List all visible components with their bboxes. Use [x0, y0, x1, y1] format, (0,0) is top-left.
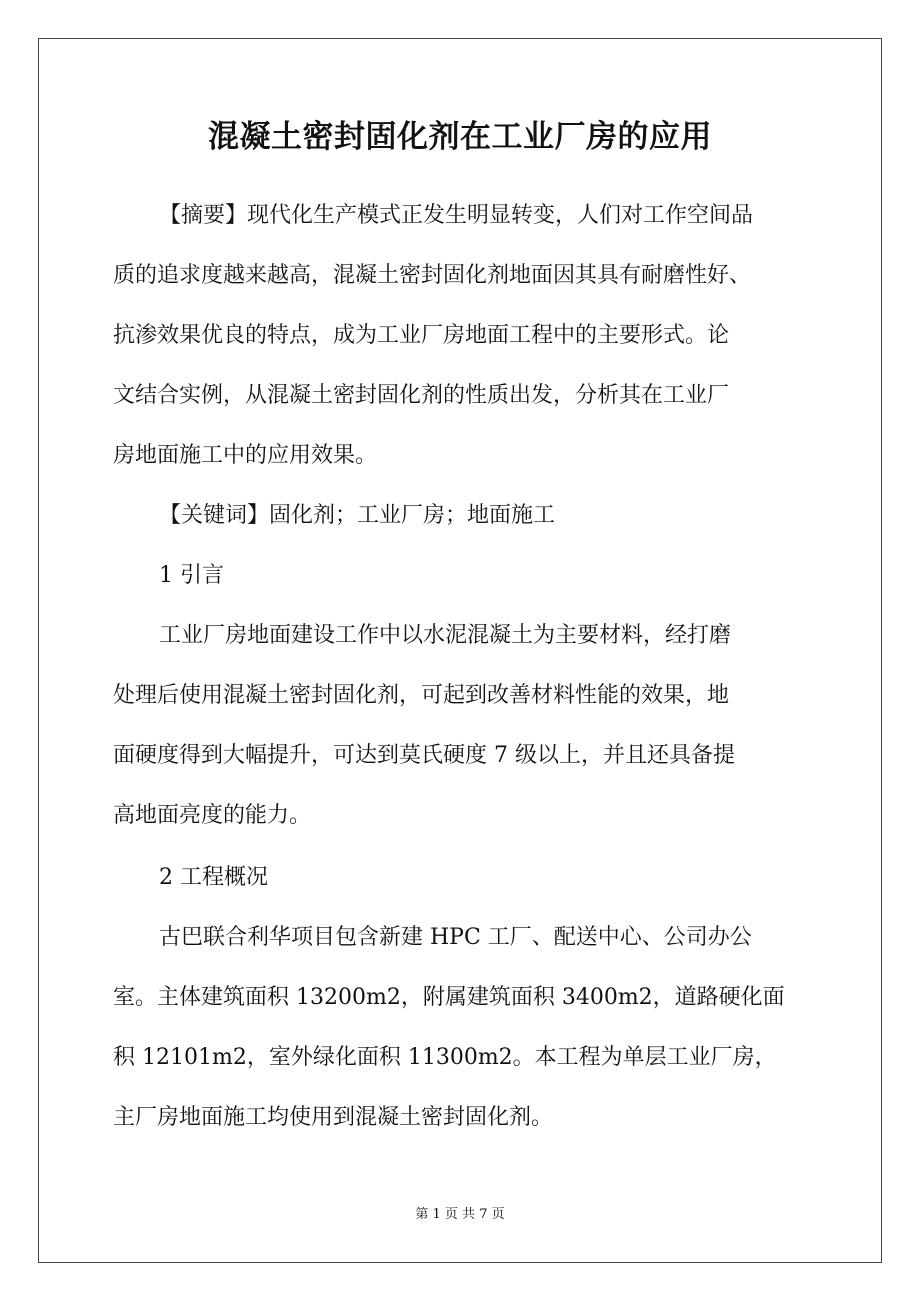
keywords-line: 【关键词】固化剂；工业厂房；地面施工 — [159, 503, 556, 528]
abstract-line: 【摘要】现代化生产模式正发生明显转变，人们对工作空间品 — [159, 203, 754, 228]
body-line: 主厂房地面施工均使用到混凝土密封固化剂。 — [113, 1105, 554, 1130]
abstract-line: 文结合实例，从混凝土密封固化剂的性质出发，分析其在工业厂 — [113, 383, 730, 408]
body-line: 高地面亮度的能力。 — [113, 803, 312, 828]
abstract-line: 质的追求度越来越高，混凝土密封固化剂地面因其具有耐磨性好、 — [113, 263, 752, 288]
abstract-line: 抗渗效果优良的特点，成为工业厂房地面工程中的主要形式。论 — [113, 323, 730, 348]
body-line: 面硬度得到大幅提升，可达到莫氏硬度 7 级以上，并且还具备提 — [113, 743, 735, 768]
section-heading: 1 引言 — [159, 563, 224, 588]
page-number-footer: 第 1 页 共 7 页 — [415, 1207, 505, 1222]
abstract-line: 房地面施工中的应用效果。 — [113, 443, 378, 468]
document-title: 混凝土密封固化剂在工业厂房的应用 — [208, 119, 712, 155]
abstract-paragraph — [113, 186, 813, 486]
section-1-heading — [113, 546, 813, 606]
body-line: 古巴联合利华项目包含新建 HPC 工厂、配送中心、公司办公 — [159, 925, 752, 950]
section-heading: 2 工程概况 — [159, 865, 268, 890]
section-2-paragraph — [113, 908, 813, 1148]
keywords-paragraph — [113, 486, 813, 546]
section-2-heading — [113, 848, 813, 908]
body-line: 处理后使用混凝土密封固化剂，可起到改善材料性能的效果，地 — [113, 683, 730, 708]
body-line: 室。主体建筑面积 13200m2，附属建筑面积 3400m2，道路硬化面 — [113, 985, 785, 1010]
body-line: 积 12101m2，室外绿化面积 11300m2。本工程为单层工业厂房， — [113, 1045, 777, 1070]
section-1-paragraph — [113, 606, 813, 846]
body-line: 工业厂房地面建设工作中以水泥混凝土为主要材料，经打磨 — [159, 623, 732, 648]
